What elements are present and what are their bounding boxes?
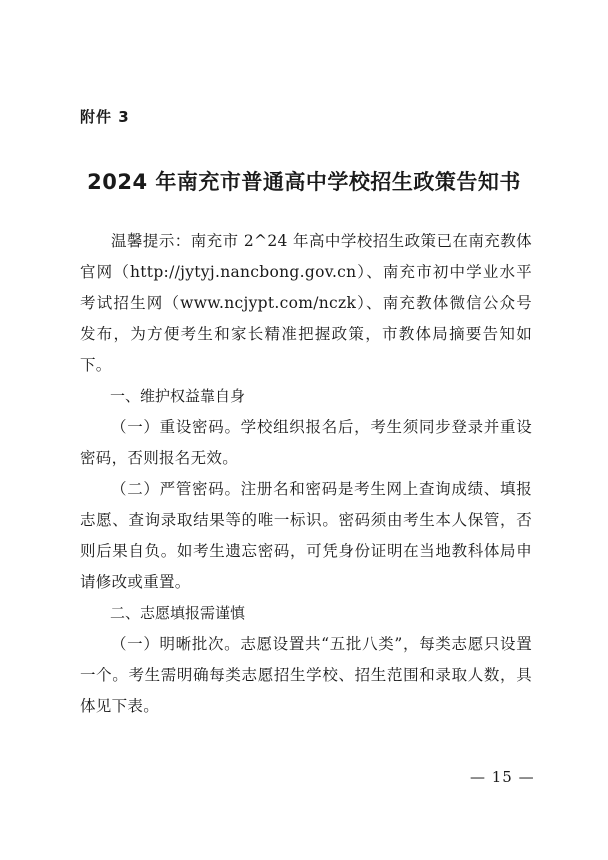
attachment-label: 附件 3 bbox=[80, 108, 130, 126]
section-heading-1: 一、维护权益靠自身 bbox=[110, 387, 246, 405]
section-1-item-1: （一）重设密码。学校组织报名后，考生须同步登录并重设密码，否则报名无效。 bbox=[80, 418, 532, 467]
section-2-item-1: （一）明晰批次。志愿设置共“五批八类”，每类志愿只设置一个。考生需明确每类志愿招生学校、招生范围和录取人数，具体见下表。 bbox=[80, 635, 532, 715]
intro-paragraph: 温馨提示：南充市 2^24 年高中学校招生政策已在南充教体官网（http://jytyj.nancbong.gov.cn）、南充市初中学业水平考试招生网（www.ncjypt.com/nczk）、南充教体微信公众号发布，为方便考生和家长精准把握政策，市教体局摘要告知如下。 bbox=[80, 232, 532, 374]
page-number: — 15 — bbox=[470, 768, 535, 786]
section-heading-2: 二、志愿填报需谨慎 bbox=[110, 604, 246, 622]
section-1-item-2: （二）严管密码。注册名和密码是考生网上查询成绩、填报志愿、查询录取结果等的唯一标识。密码须由考生本人保管，否则后果自负。如考生遗忘密码，可凭身份证明在当地教科体局申请修改或重置。 bbox=[80, 480, 532, 591]
document-title: 2024 年南充市普通高中学校招生政策告知书 bbox=[87, 170, 521, 194]
document-body bbox=[80, 226, 532, 722]
